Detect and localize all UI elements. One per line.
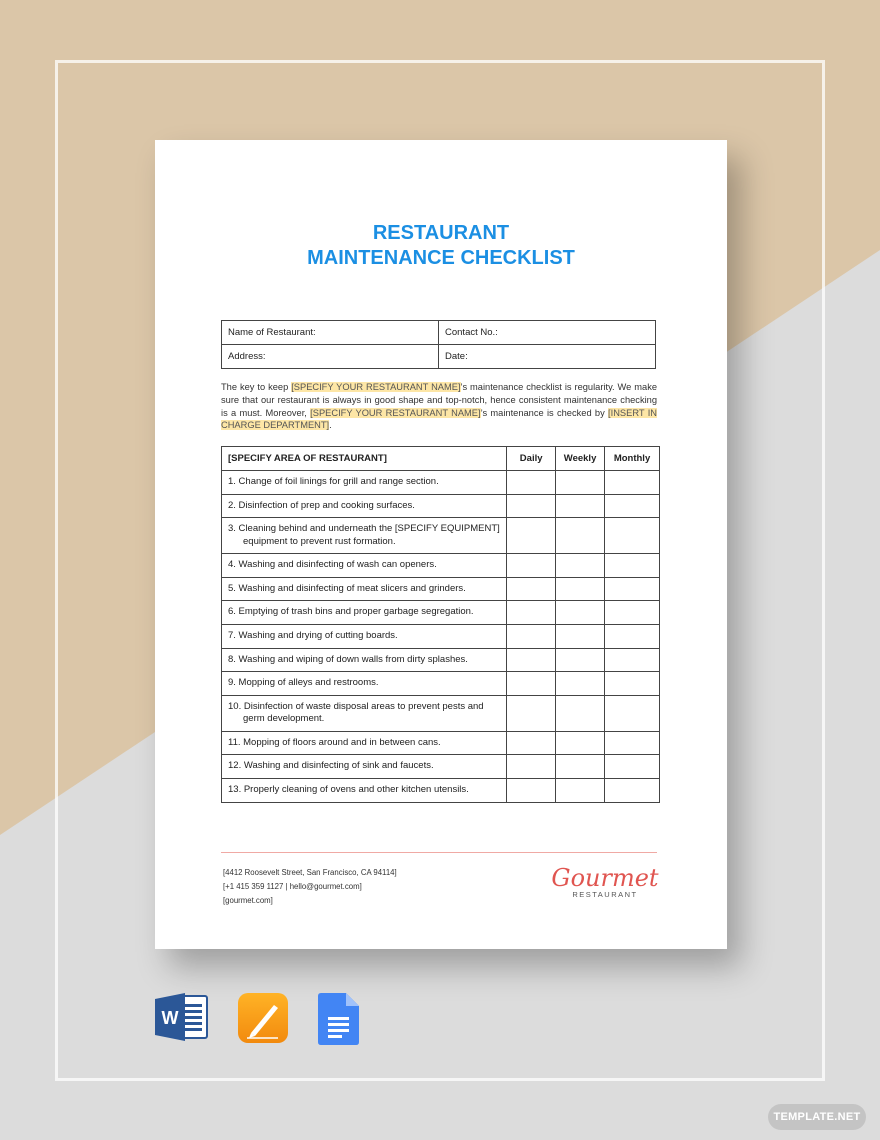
template-net-watermark: TEMPLATE.NET: [768, 1104, 866, 1130]
daily-checkbox-cell[interactable]: [507, 554, 556, 578]
table-row: [222, 518, 660, 554]
monthly-checkbox-cell[interactable]: [605, 695, 660, 731]
header-daily: Daily: [507, 447, 556, 471]
table-row: [222, 672, 660, 696]
weekly-checkbox-cell[interactable]: [556, 778, 605, 802]
task-label: 2. Disinfection of prep and cooking surfaces.: [222, 494, 507, 518]
table-row: [222, 755, 660, 779]
table-row: [222, 494, 660, 518]
daily-checkbox-cell[interactable]: [507, 601, 556, 625]
header-monthly: Monthly: [605, 447, 660, 471]
task-label: 8. Washing and wiping of down walls from dirty splashes.: [222, 648, 507, 672]
maintenance-checklist-table: [221, 446, 660, 803]
daily-checkbox-cell[interactable]: [507, 755, 556, 779]
task-label: 3. Cleaning behind and underneath the [SPECIFY EQUIPMENT] equipment to prevent rust formation.: [222, 518, 507, 554]
table-row: [222, 731, 660, 755]
daily-checkbox-cell[interactable]: [507, 577, 556, 601]
word-icon[interactable]: [155, 993, 209, 1041]
footer-contact-block: [223, 866, 397, 908]
footer-website: [gourmet.com]: [223, 896, 273, 905]
monthly-checkbox-cell[interactable]: [605, 672, 660, 696]
contact-no-field: Contact No.:: [439, 321, 656, 345]
intro-paragraph: The key to keep [SPECIFY YOUR RESTAURANT NAME]’s maintenance checklist is regularity. We make sure that our restaurant is always in good shape and top-notch, hence consistent maintenance checking is a must. Moreover, [SPECIFY YOUR RESTAURANT NAME]’s maintenance is checked by [INSERT IN CHARGE DEPARTMENT].: [221, 382, 658, 431]
weekly-checkbox-cell[interactable]: [556, 648, 605, 672]
daily-checkbox-cell[interactable]: [507, 518, 556, 554]
table-row: [222, 554, 660, 578]
document-page: [155, 140, 727, 949]
task-label: 9. Mopping of alleys and restrooms.: [222, 672, 507, 696]
monthly-checkbox-cell[interactable]: [605, 577, 660, 601]
weekly-checkbox-cell[interactable]: [556, 731, 605, 755]
weekly-checkbox-cell[interactable]: [556, 554, 605, 578]
task-label: 5. Washing and disinfecting of meat slicers and grinders.: [222, 577, 507, 601]
task-label: 12. Washing and disinfecting of sink and faucets.: [222, 755, 507, 779]
monthly-checkbox-cell[interactable]: [605, 518, 660, 554]
task-label: 1. Change of foil linings for grill and range section.: [222, 471, 507, 495]
daily-checkbox-cell[interactable]: [507, 695, 556, 731]
weekly-checkbox-cell[interactable]: [556, 624, 605, 648]
weekly-checkbox-cell[interactable]: [556, 518, 605, 554]
svg-text:W: W: [161, 1008, 179, 1028]
weekly-checkbox-cell[interactable]: [556, 494, 605, 518]
daily-checkbox-cell[interactable]: [507, 672, 556, 696]
table-row: [222, 601, 660, 625]
footer-address: [4412 Roosevelt Street, San Francisco, CA 94114]: [223, 868, 397, 877]
address-field: Address:: [222, 345, 439, 369]
daily-checkbox-cell[interactable]: [507, 648, 556, 672]
header-area: [SPECIFY AREA OF RESTAURANT]: [222, 447, 507, 471]
monthly-checkbox-cell[interactable]: [605, 778, 660, 802]
task-label: 4. Washing and disinfecting of wash can openers.: [222, 554, 507, 578]
document-title-line1: RESTAURANT: [372, 222, 510, 244]
daily-checkbox-cell[interactable]: [507, 731, 556, 755]
monthly-checkbox-cell[interactable]: [605, 471, 660, 495]
placeholder-highlight: [SPECIFY YOUR RESTAURANT NAME]: [291, 382, 461, 392]
weekly-checkbox-cell[interactable]: [556, 672, 605, 696]
task-label: 10. Disinfection of waste disposal areas to prevent pests and germ development.: [222, 695, 507, 731]
footer-contact: [+1 415 359 1127 | hello@gourmet.com]: [223, 882, 362, 891]
name-of-restaurant-field: Name of Restaurant:: [222, 321, 439, 345]
task-label: 13. Properly cleaning of ovens and other kitchen utensils.: [222, 778, 507, 802]
logo-subtitle: RESTAURANT: [572, 890, 638, 899]
weekly-checkbox-cell[interactable]: [556, 695, 605, 731]
weekly-checkbox-cell[interactable]: [556, 601, 605, 625]
table-row: [222, 648, 660, 672]
monthly-checkbox-cell[interactable]: [605, 755, 660, 779]
task-label: 11. Mopping of floors around and in between cans.: [222, 731, 507, 755]
daily-checkbox-cell[interactable]: [507, 778, 556, 802]
google-docs-icon[interactable]: [318, 993, 359, 1045]
restaurant-info-table: [221, 320, 656, 369]
task-label: 6. Emptying of trash bins and proper garbage segregation.: [222, 601, 507, 625]
monthly-checkbox-cell[interactable]: [605, 624, 660, 648]
placeholder-highlight: [SPECIFY YOUR RESTAURANT NAME]: [310, 407, 481, 418]
daily-checkbox-cell[interactable]: [507, 494, 556, 518]
placeholder-highlight: [INSERT IN CHARGE DEPARTMENT]: [221, 407, 657, 431]
table-row: [222, 624, 660, 648]
daily-checkbox-cell[interactable]: [507, 471, 556, 495]
monthly-checkbox-cell[interactable]: [605, 494, 660, 518]
gourmet-logo: [550, 864, 660, 899]
table-row: [222, 577, 660, 601]
header-weekly: Weekly: [556, 447, 605, 471]
pages-icon[interactable]: [238, 993, 288, 1043]
table-row: [222, 778, 660, 802]
table-row: [222, 695, 660, 731]
document-title-line2: MAINTENANCE CHECKLIST: [307, 247, 575, 269]
monthly-checkbox-cell[interactable]: [605, 554, 660, 578]
table-row: [222, 471, 660, 495]
logo-wordmark: Gourmet: [551, 864, 659, 892]
monthly-checkbox-cell[interactable]: [605, 731, 660, 755]
daily-checkbox-cell[interactable]: [507, 624, 556, 648]
date-field: Date:: [439, 345, 656, 369]
weekly-checkbox-cell[interactable]: [556, 755, 605, 779]
monthly-checkbox-cell[interactable]: [605, 601, 660, 625]
weekly-checkbox-cell[interactable]: [556, 577, 605, 601]
weekly-checkbox-cell[interactable]: [556, 471, 605, 495]
monthly-checkbox-cell[interactable]: [605, 648, 660, 672]
task-label: 7. Washing and drying of cutting boards.: [222, 624, 507, 648]
footer-divider: [221, 852, 657, 853]
